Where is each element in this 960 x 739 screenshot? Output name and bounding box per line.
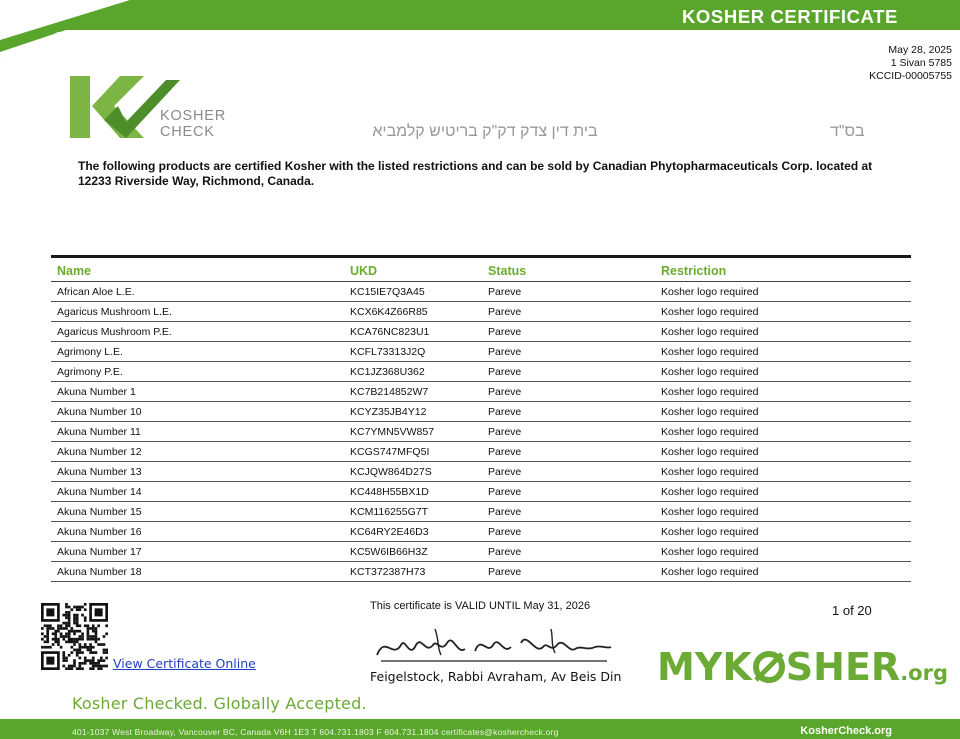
logo-line1: KOSHER — [160, 108, 227, 124]
table-row — [51, 402, 911, 422]
cell-name: Agrimony P.E. — [51, 362, 344, 382]
cell-name: Akuna Number 12 — [51, 442, 344, 462]
cell-ukd: KC5W6IB66H3Z — [344, 542, 482, 562]
cell-status: Pareve — [482, 422, 655, 442]
cell-restriction: Kosher logo required — [655, 482, 911, 502]
cell-ukd: KC1JZ368U362 — [344, 362, 482, 382]
cell-restriction: Kosher logo required — [655, 282, 911, 302]
table-row — [51, 422, 911, 442]
cell-ukd: KC448H55BX1D — [344, 482, 482, 502]
table-row — [51, 362, 911, 382]
table-row — [51, 442, 911, 462]
table-row — [51, 542, 911, 562]
cell-ukd: KCX6K4Z66R85 — [344, 302, 482, 322]
table-row — [51, 462, 911, 482]
cell-ukd: KCT372387H73 — [344, 562, 482, 582]
table-row — [51, 482, 911, 502]
table-row — [51, 502, 911, 522]
table-header-row — [51, 257, 911, 282]
signature-icon — [375, 625, 615, 667]
cell-restriction: Kosher logo required — [655, 522, 911, 542]
column-header-status: Status — [482, 257, 655, 282]
cell-ukd: KC15IE7Q3A45 — [344, 282, 482, 302]
column-header-ukd: UKD — [344, 257, 482, 282]
cell-restriction: Kosher logo required — [655, 322, 911, 342]
logo-line2: CHECK — [160, 124, 215, 140]
cell-ukd: KCGS747MFQ5I — [344, 442, 482, 462]
cell-name: Akuna Number 11 — [51, 422, 344, 442]
cell-restriction: Kosher logo required — [655, 442, 911, 462]
cell-name: Akuna Number 10 — [51, 402, 344, 422]
beis-din-name: בית דין צדק דק"ק בריטיש קלמביא — [372, 123, 598, 140]
cell-status: Pareve — [482, 482, 655, 502]
cell-restriction: Kosher logo required — [655, 502, 911, 522]
products-table — [51, 255, 911, 582]
certificate-title: KOSHER CERTIFICATE — [681, 6, 898, 27]
table-row — [51, 302, 911, 322]
mykosher-logo — [657, 646, 948, 694]
cell-status: Pareve — [482, 462, 655, 482]
valid-until-text: This certificate is VALID UNTIL May 31, 2026 — [370, 600, 591, 612]
cell-ukd: KCJQW864D27S — [344, 462, 482, 482]
cell-name: Agrimony L.E. — [51, 342, 344, 362]
footer-address: 401-1037 West Broadway, Vancouver BC, Canada V6H 1E3 T 604.731.1803 F 604.731.1804 certificates@koshercheck.org — [72, 727, 559, 737]
cell-ukd: KCM116255G7T — [344, 502, 482, 522]
cell-name: Agaricus Mushroom P.E. — [51, 322, 344, 342]
mykosher-sher: SHER — [785, 645, 901, 689]
mykosher-k: K — [722, 645, 752, 689]
cell-restriction: Kosher logo required — [655, 462, 911, 482]
cell-name: Akuna Number 15 — [51, 502, 344, 522]
column-header-name: Name — [51, 257, 344, 282]
cell-status: Pareve — [482, 342, 655, 362]
cell-status: Pareve — [482, 282, 655, 302]
cell-name: Agaricus Mushroom L.E. — [51, 302, 344, 322]
mykosher-check-icon — [752, 650, 786, 684]
cell-status: Pareve — [482, 402, 655, 422]
cell-name: African Aloe L.E. — [51, 282, 344, 302]
certificate-meta — [869, 44, 952, 83]
cell-status: Pareve — [482, 362, 655, 382]
column-header-restriction: Restriction — [655, 257, 911, 282]
cell-status: Pareve — [482, 322, 655, 342]
cell-status: Pareve — [482, 502, 655, 522]
table-row — [51, 562, 911, 582]
cell-ukd: KC64RY2E46D3 — [344, 522, 482, 542]
cell-name: Akuna Number 18 — [51, 562, 344, 582]
intro-statement: The following products are certified Kosher with the listed restrictions and can be sold by Canadian Phytopharmaceuticals Corp. located at 12233 Riverside Way, Richmond, Canada. — [78, 159, 873, 188]
cell-status: Pareve — [482, 442, 655, 462]
cell-restriction: Kosher logo required — [655, 342, 911, 362]
cell-status: Pareve — [482, 302, 655, 322]
cell-name: Akuna Number 13 — [51, 462, 344, 482]
bsd-mark: בס"ד — [830, 123, 865, 140]
cell-restriction: Kosher logo required — [655, 422, 911, 442]
cell-ukd: KC7YMN5VW857 — [344, 422, 482, 442]
cell-name: Akuna Number 1 — [51, 382, 344, 402]
cell-name: Akuna Number 17 — [51, 542, 344, 562]
cell-status: Pareve — [482, 522, 655, 542]
signer-name: Feigelstock, Rabbi Avraham, Av Beis Din — [370, 669, 622, 684]
cell-restriction: Kosher logo required — [655, 382, 911, 402]
cell-restriction: Kosher logo required — [655, 362, 911, 382]
cell-status: Pareve — [482, 382, 655, 402]
table-row — [51, 322, 911, 342]
cell-ukd: KC7B214852W7 — [344, 382, 482, 402]
certificate-id: KCCID-00005755 — [869, 70, 952, 82]
mykosher-org: .org — [900, 661, 948, 685]
table-row — [51, 342, 911, 362]
table-row — [51, 382, 911, 402]
products-table-wrapper — [51, 255, 911, 582]
footer-website-link[interactable]: KosherCheck.org — [800, 725, 892, 737]
table-body — [51, 282, 911, 582]
page-indicator: 1 of 20 — [832, 603, 872, 618]
tagline: Kosher Checked. Globally Accepted. — [72, 694, 367, 713]
cell-restriction: Kosher logo required — [655, 302, 911, 322]
cell-name: Akuna Number 14 — [51, 482, 344, 502]
logo-wordmark — [160, 108, 226, 140]
view-certificate-online-link[interactable]: View Certificate Online — [113, 656, 256, 671]
cell-ukd: KCFL73313J2Q — [344, 342, 482, 362]
cell-status: Pareve — [482, 542, 655, 562]
cell-restriction: Kosher logo required — [655, 562, 911, 582]
cell-ukd: KCYZ35JB4Y12 — [344, 402, 482, 422]
cell-restriction: Kosher logo required — [655, 542, 911, 562]
cell-status: Pareve — [482, 562, 655, 582]
hebrew-date: 1 Sivan 5785 — [890, 57, 952, 69]
mykosher-my: MY — [657, 645, 723, 689]
cell-name: Akuna Number 16 — [51, 522, 344, 542]
cell-ukd: KCA76NC823U1 — [344, 322, 482, 342]
cell-restriction: Kosher logo required — [655, 402, 911, 422]
issue-date: May 28, 2025 — [888, 44, 952, 56]
table-row — [51, 282, 911, 302]
table-row — [51, 522, 911, 542]
qr-code-icon[interactable] — [41, 603, 108, 670]
